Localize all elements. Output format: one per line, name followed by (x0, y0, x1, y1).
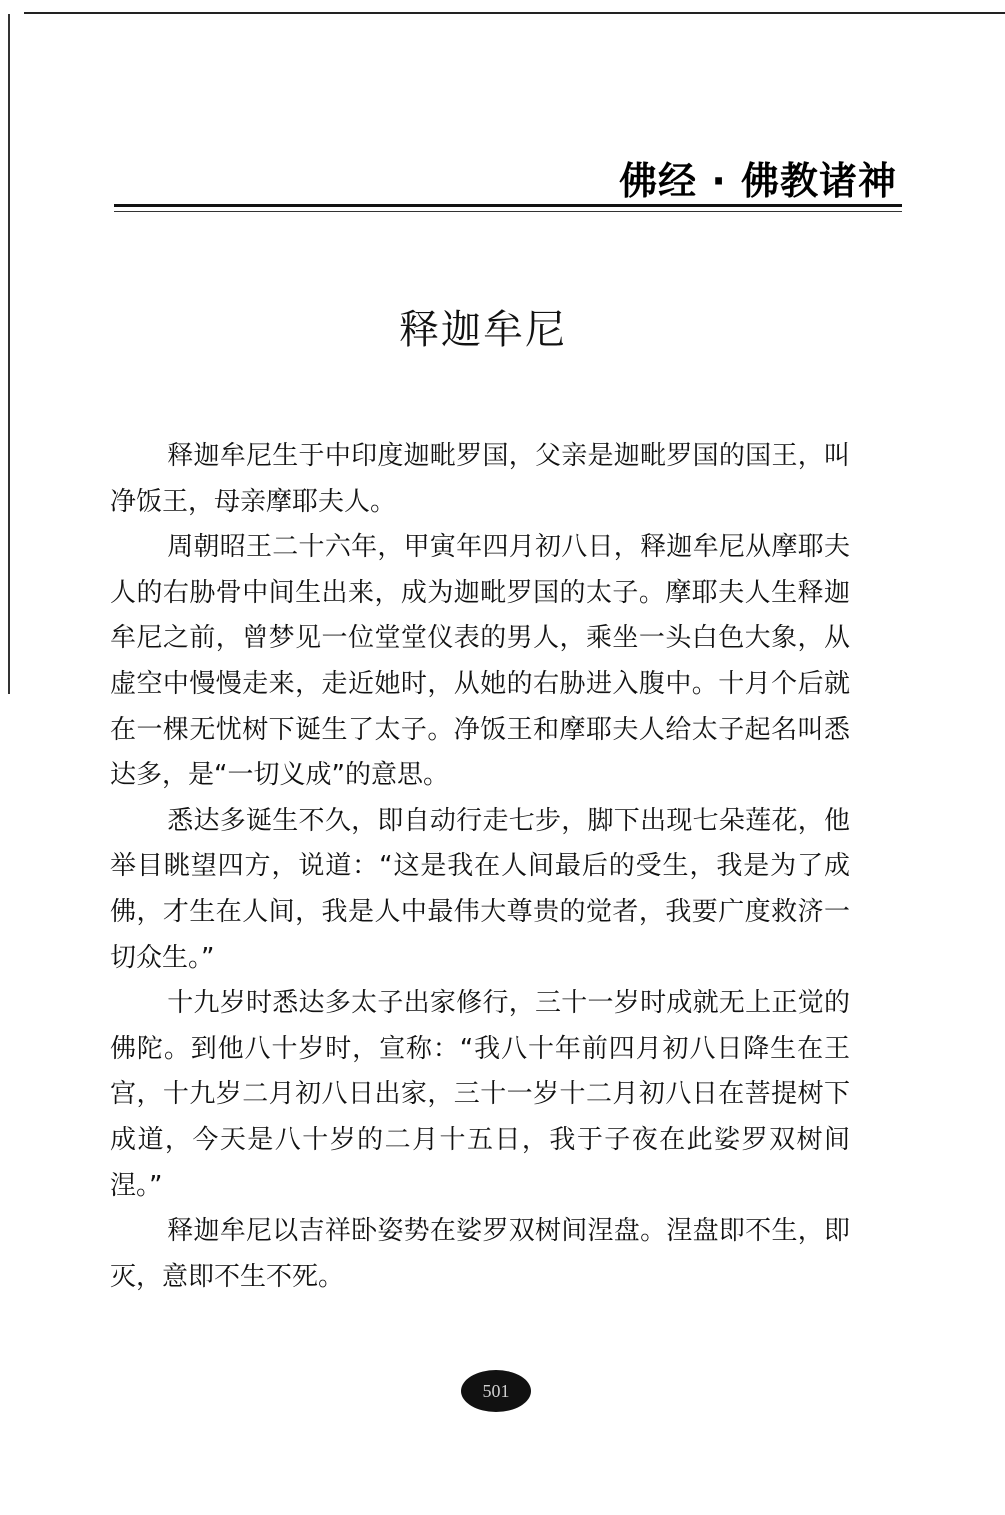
page-number-badge: 501 (461, 1370, 531, 1412)
paragraph: 释迦牟尼以吉祥卧姿势在娑罗双树间涅盘。涅盘即不生，即灭，意即不生不死。 (110, 1216, 850, 1292)
running-header-title: 佛经 · 佛教诸神 (619, 159, 897, 203)
body-text (110, 434, 850, 1300)
paragraph: 周朝昭王二十六年，甲寅年四月初八日，释迦牟尼从摩耶夫人的右胁骨中间生出来，成为迦毗罗国的太子。摩耶夫人生释迦牟尼之前，曾梦见一位堂堂仪表的男人，乘坐一头白色大象，从虚空中慢慢走来，走近她时，从她的右胁进入腹中。十月个后就在一棵无忧树下诞生了太子。净饭王和摩耶夫人给太子起名叫悉达多，是“一切义成”的意思。 (110, 532, 850, 791)
header-rule-thin (114, 211, 902, 212)
paragraph: 悉达多诞生不久，即自动行走七步，脚下出现七朵莲花，他举目眺望四方，说道：“这是我在人间最后的受生，我是为了成佛，才生在人间，我是人中最伟大尊贵的觉者，我要广度救济一切众生。” (110, 805, 850, 973)
paragraph: 释迦牟尼生于中印度迦毗罗国，父亲是迦毗罗国的国王，叫净饭王，母亲摩耶夫人。 (110, 441, 850, 517)
header-rule-thick (114, 204, 902, 207)
paragraph: 十九岁时悉达多太子出家修行，三十一岁时成就无上正觉的佛陀。到他八十岁时，宣称：“我八十年前四月初八日降生在王宫，十九岁二月初八日出家，三十一岁十二月初八日在菩提树下成道，今天是八十岁的二月十五日，我于子夜在此娑罗双树间涅。” (110, 988, 850, 1201)
top-border-rule (24, 12, 1005, 14)
chapter-title: 释迦牟尼 (399, 307, 567, 353)
